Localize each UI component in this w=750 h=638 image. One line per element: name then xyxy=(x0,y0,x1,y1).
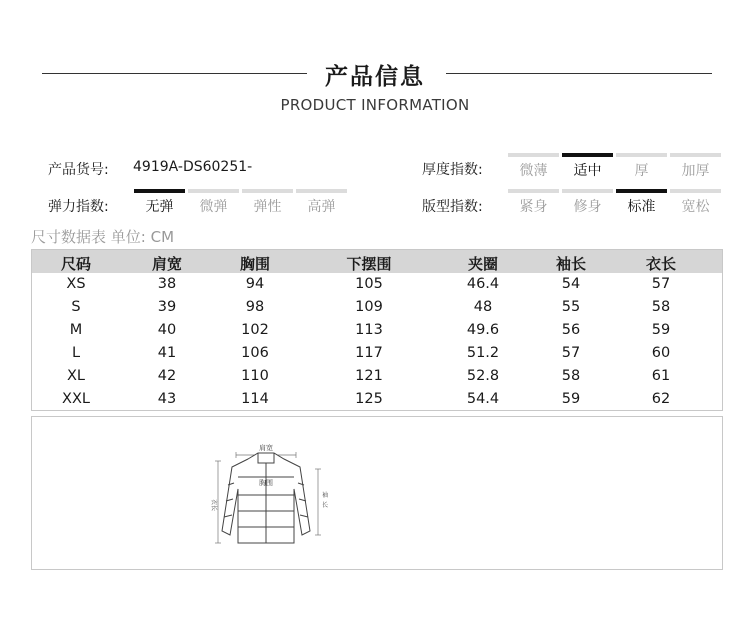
table-cell: 117 xyxy=(355,345,383,361)
thickness-option-bar xyxy=(670,153,721,157)
size-table-header xyxy=(32,250,722,273)
table-cell: 42 xyxy=(157,368,177,384)
size-table-header-cell: 衣长 xyxy=(645,255,676,273)
sleeve-length-label-2: 长 xyxy=(322,502,328,509)
table-cell: 46.4 xyxy=(466,276,500,292)
table-cell: 57 xyxy=(651,276,671,292)
table-cell: 114 xyxy=(241,391,269,407)
thickness-option-label: 微薄 xyxy=(519,163,548,179)
thickness-option-label: 加厚 xyxy=(681,163,710,179)
table-cell: 105 xyxy=(355,276,383,292)
size-table-header-cell: 胸围 xyxy=(239,255,270,273)
table-cell: 54 xyxy=(561,276,581,292)
chest-label: 胸围 xyxy=(259,479,273,487)
thickness-option-bar xyxy=(616,153,667,157)
table-cell: 43 xyxy=(157,391,177,407)
elasticity-option-label: 高弹 xyxy=(307,199,336,215)
thickness-label: 厚度指数: xyxy=(422,162,483,178)
table-cell: 38 xyxy=(157,276,177,292)
fit-option-label: 修身 xyxy=(573,199,602,215)
table-cell: XS xyxy=(66,276,86,292)
table-cell: 59 xyxy=(561,391,581,407)
size-table-header-cell: 尺码 xyxy=(60,255,91,273)
table-cell: 57 xyxy=(561,345,581,361)
sleeve-length-label: 袖 xyxy=(322,492,328,499)
table-cell: 49.6 xyxy=(466,322,500,338)
size-table-caption: 尺寸数据表 单位: CM xyxy=(31,228,175,246)
table-cell: 94 xyxy=(245,276,265,292)
table-cell: 113 xyxy=(355,322,383,338)
fit-option-label: 标准 xyxy=(627,199,656,215)
table-cell: 52.8 xyxy=(466,368,500,384)
table-cell: XL xyxy=(66,368,85,384)
elasticity-option-bar xyxy=(134,189,185,193)
size-table xyxy=(31,249,723,411)
table-cell: 98 xyxy=(245,299,265,315)
fit-option-bar xyxy=(670,189,721,193)
fit-option-bar xyxy=(562,189,613,193)
table-cell: 102 xyxy=(241,322,269,338)
fit-option-label: 紧身 xyxy=(519,199,548,215)
table-cell: 55 xyxy=(561,299,581,315)
jacket-diagram xyxy=(208,439,328,557)
thickness-option-label: 适中 xyxy=(573,163,602,179)
fit-option-bar xyxy=(508,189,559,193)
elasticity-option-bar xyxy=(242,189,293,193)
elasticity-option-label: 无弹 xyxy=(145,199,174,215)
table-cell: 48 xyxy=(473,299,493,315)
elasticity-option-bar xyxy=(296,189,347,193)
size-table-header-cell: 袖长 xyxy=(555,255,586,273)
table-cell: 121 xyxy=(355,368,383,384)
table-cell: L xyxy=(71,345,81,361)
table-cell: 109 xyxy=(355,299,383,315)
page-title: 产品信息 xyxy=(325,64,425,90)
thickness-option-label: 厚 xyxy=(634,163,649,179)
measurement-diagram xyxy=(31,416,723,570)
elasticity-option-label: 微弹 xyxy=(199,199,228,215)
table-cell: M xyxy=(69,322,83,338)
table-cell: 59 xyxy=(651,322,671,338)
shoulder-width-label: 肩宽 xyxy=(259,444,273,452)
sku-label: 产品货号: xyxy=(48,162,109,178)
fit-option-label: 宽松 xyxy=(681,199,710,215)
table-cell: 41 xyxy=(157,345,177,361)
table-cell: 39 xyxy=(157,299,177,315)
size-table-header-cell: 夹圈 xyxy=(467,255,498,273)
table-cell: 54.4 xyxy=(466,391,500,407)
fit-option-bar xyxy=(616,189,667,193)
table-cell: 62 xyxy=(651,391,671,407)
page-subtitle: PRODUCT INFORMATION xyxy=(280,96,470,114)
table-cell: 58 xyxy=(561,368,581,384)
size-table-header-cell: 肩宽 xyxy=(151,255,182,273)
table-cell: XXL xyxy=(62,391,90,407)
table-cell: 56 xyxy=(561,322,581,338)
body-length-label: 衣长 xyxy=(210,499,217,512)
fit-label: 版型指数: xyxy=(422,199,483,215)
table-cell: 60 xyxy=(651,345,671,361)
table-cell: 51.2 xyxy=(466,345,500,361)
table-cell: 40 xyxy=(157,322,177,338)
thickness-option-bar xyxy=(562,153,613,157)
table-cell: 125 xyxy=(355,391,383,407)
table-cell: S xyxy=(71,299,81,315)
table-cell: 58 xyxy=(651,299,671,315)
thickness-option-bar xyxy=(508,153,559,157)
table-cell: 61 xyxy=(651,368,671,384)
elasticity-option-label: 弹性 xyxy=(253,199,282,215)
size-table-header-cell: 下摆围 xyxy=(346,255,392,273)
table-cell: 110 xyxy=(241,368,269,384)
table-cell: 106 xyxy=(241,345,269,361)
elasticity-label: 弹力指数: xyxy=(48,199,109,215)
sku-value: 4919A-DS60251- xyxy=(133,159,253,175)
elasticity-option-bar xyxy=(188,189,239,193)
